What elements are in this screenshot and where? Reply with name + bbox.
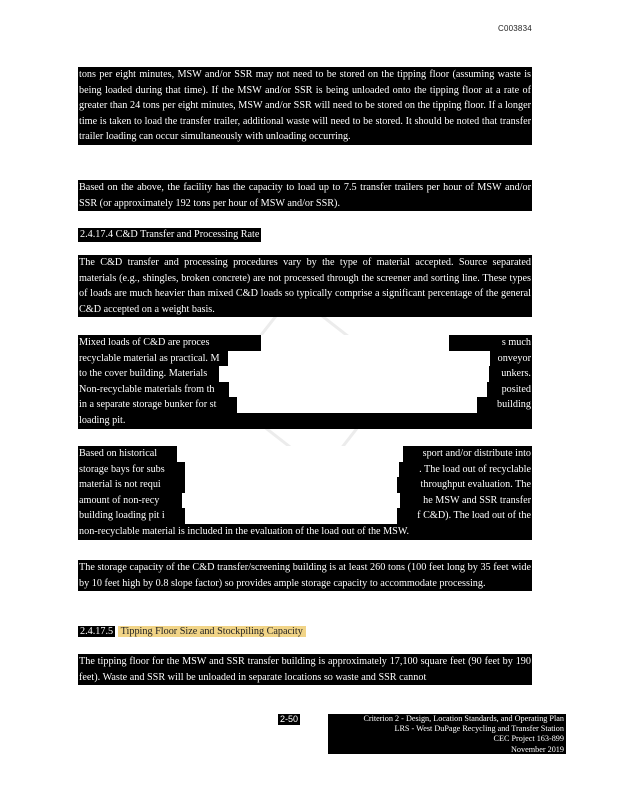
heading-cd-transfer: 2.4.17.4 C&D Transfer and Processing Rate <box>80 229 260 240</box>
redaction-gap <box>237 397 477 413</box>
redacted-line: loading pit. <box>79 413 137 429</box>
paragraph-tipping-rate: tons per eight minutes, MSW and/or SSR may not need to be stored on the tipping floor (assuming waste is being loaded during that time). If the MSW and/or SSR is being unloaded onto the tipping floor at a rate of greater than 24 tons per eight minutes, MSW and/or SSR will need to be stored on the tipping floor. If a longer time is taken to load the transfer trailer, additional waste will need to be stored. It should be noted that transfer trailer loading can occur simultaneously with unloading occurring. <box>78 67 532 145</box>
redacted-line: building loading pit i f C&D). The load out of the <box>79 508 531 524</box>
footer-line: LRS - West DuPage Recycling and Transfer Station <box>394 724 564 734</box>
paragraph-trailer-capacity: Based on the above, the facility has the capacity to load up to 7.5 transfer trailers per hour of MSW and/or SSR (or approximately 192 tons per hour of MSW and/or SSR). <box>78 180 532 211</box>
paragraph-storage-capacity: The storage capacity of the C&D transfer/screening building is at least 260 tons (100 feet long by 35 feet wide by 10 feet high by 0.8 slope factor) so provides ample storage capacity to accommodate processing. <box>78 560 532 591</box>
redaction-gap <box>185 462 399 478</box>
redacted-line: material is not requi throughput evaluation. The <box>79 477 531 493</box>
redacted-line: non-recyclable material is included in the evaluation of the load out of the MSW. <box>79 524 459 540</box>
redacted-line: in a separate storage bunker for st building <box>79 397 531 413</box>
redaction-gap <box>219 366 489 382</box>
document-id: C003834 <box>498 24 532 33</box>
heading-tipping-floor <box>78 625 306 639</box>
redaction-gap <box>229 382 487 398</box>
redacted-paragraph-mixed-loads <box>78 335 532 429</box>
redaction-gap <box>182 493 400 509</box>
paragraph-cd-procedures: The C&D transfer and processing procedures vary by the type of material accepted. Source separated materials (e.g., shingles, broken concrete) are not processed through the screener and sorting line. These types of loads are much heavier than mixed C&D loads so typically comprise a significant percentage of the general C&D accepted on a weight basis. <box>78 255 532 317</box>
footer-line: CEC Project 163-899 <box>493 734 564 744</box>
redaction-gap <box>228 351 490 367</box>
redacted-line: amount of non-recy he MSW and SSR transfer <box>79 493 531 509</box>
footer-line: November 2019 <box>511 744 564 754</box>
heading-number: 2.4.17.5 <box>80 626 114 637</box>
footer-block <box>328 714 566 754</box>
redacted-line: Non-recyclable materials from th posited <box>79 382 531 398</box>
redaction-gap <box>185 508 397 524</box>
redacted-paragraph-historical <box>78 446 532 540</box>
heading-highlighted-text: Tipping Floor Size and Stockpiling Capacity <box>118 626 306 637</box>
redacted-line: Based on historical sport and/or distribute into <box>79 446 531 462</box>
footer-line: Criterion 2 - Design, Location Standards, and Operating Plan <box>363 714 564 723</box>
paragraph-tipping-floor: The tipping floor for the MSW and SSR transfer building is approximately 17,100 square feet (90 feet by 190 feet). Waste and SSR will be unloaded in separate locations so waste and SSR cannot <box>78 654 532 685</box>
redacted-line: Mixed loads of C&D are proces s much <box>79 335 531 351</box>
page-number: 2-50 <box>280 714 299 724</box>
redaction-gap <box>185 477 397 493</box>
redacted-line: storage bays for subs . The load out of recyclable <box>79 462 531 478</box>
redaction-gap <box>177 446 403 462</box>
redacted-line: to the cover building. Materials unkers. <box>79 366 531 382</box>
redacted-line: recyclable material as practical. M onveyor <box>79 351 531 367</box>
redaction-gap <box>261 335 449 351</box>
